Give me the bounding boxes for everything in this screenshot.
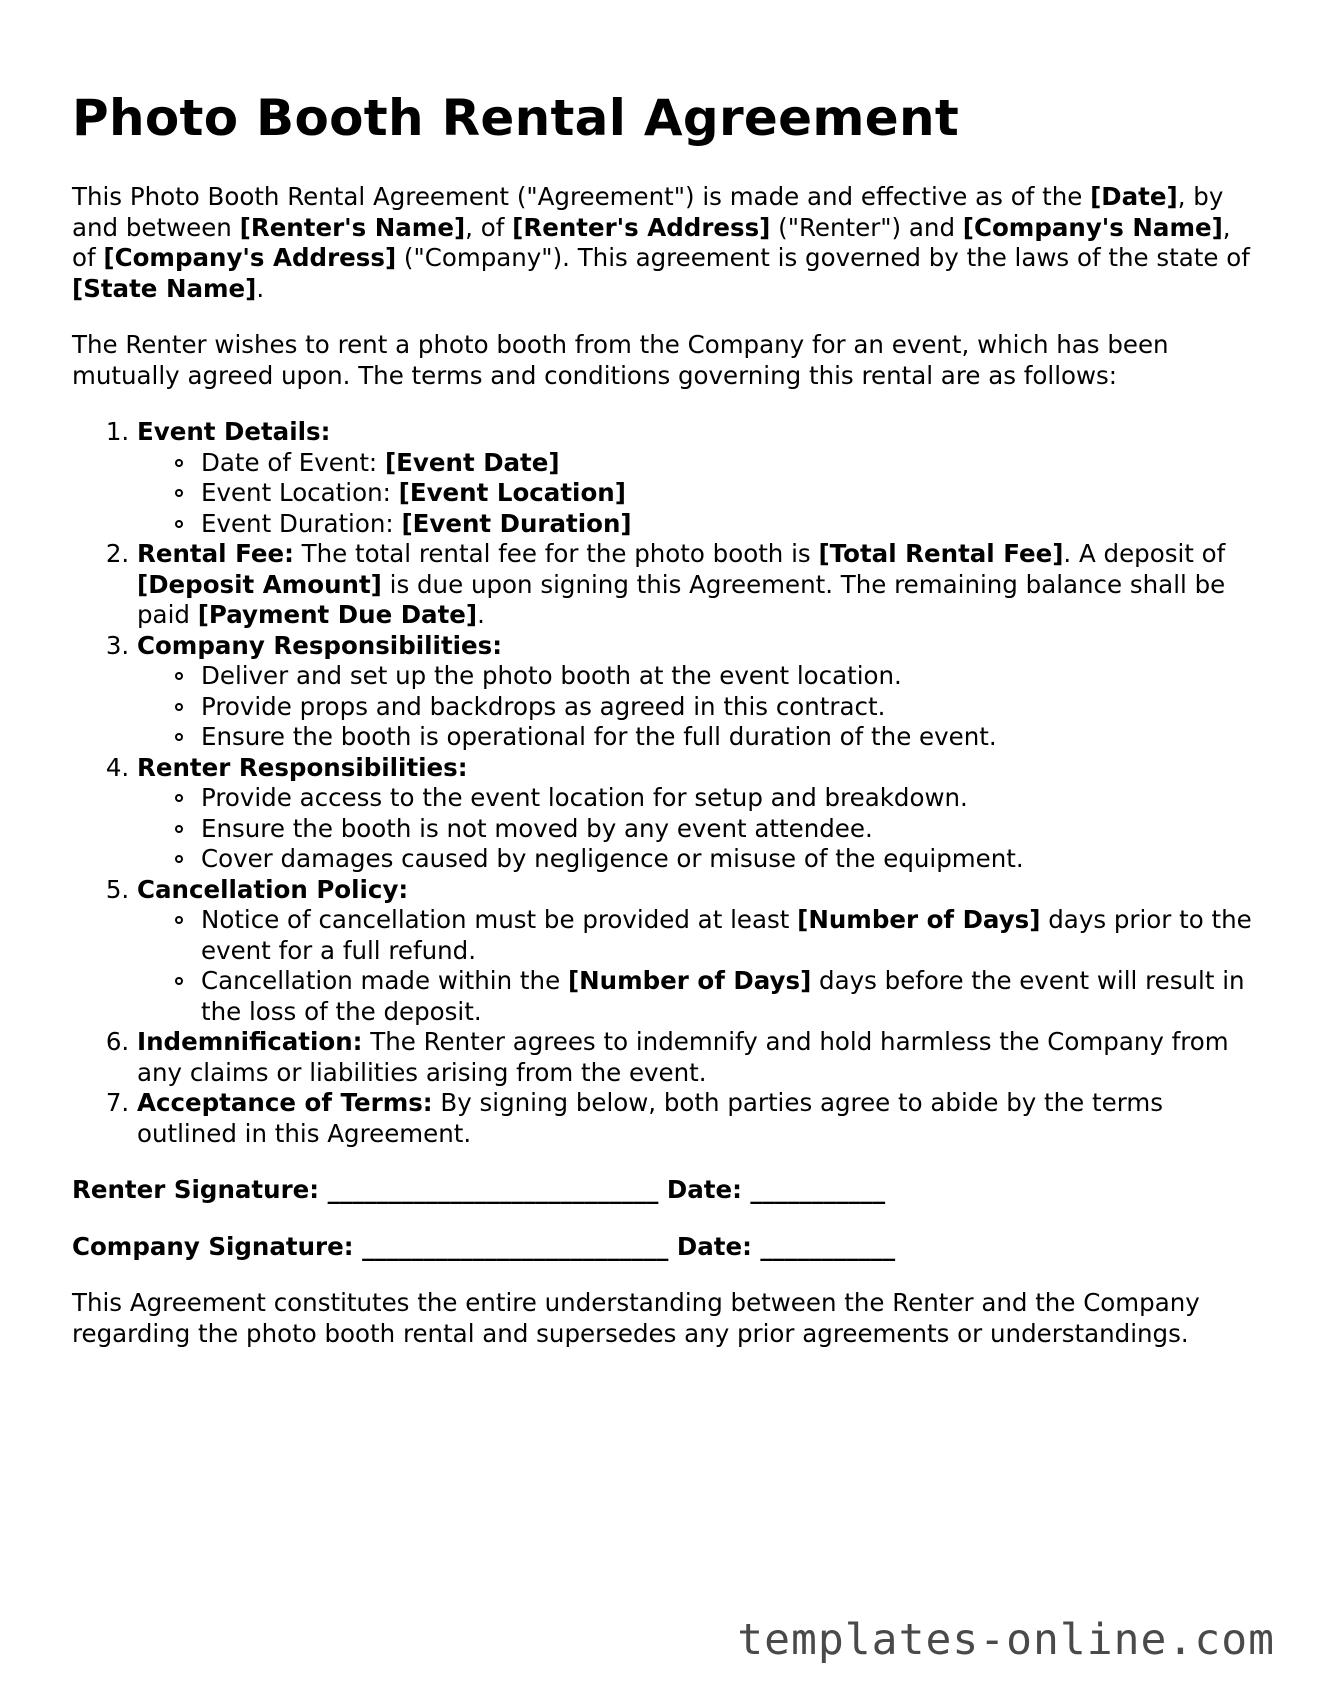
rental-fee-text-3: is due upon signing this Agreement. The remaining balance shall be paid bbox=[137, 569, 1226, 629]
term-acceptance bbox=[137, 1088, 1252, 1149]
watermark: templates-online.com bbox=[737, 1615, 1275, 1665]
event-duration-placeholder: [Event Duration] bbox=[401, 508, 632, 538]
cancellation-heading: Cancellation Policy: bbox=[137, 874, 409, 904]
event-date-placeholder: [Event Date] bbox=[384, 447, 560, 477]
term-event-details bbox=[137, 417, 1252, 539]
indemnification-text: The Renter agrees to indemnify and hold harmless the Company from any claims or liabilities arising from the event. bbox=[137, 1027, 1229, 1087]
closing-paragraph: This Agreement constitutes the entire understanding between the Renter and the Company regarding the photo booth rental and supersedes any prior agreements or understandings. bbox=[72, 1288, 1200, 1348]
renter-name-placeholder: [Renter's Name] bbox=[239, 212, 466, 242]
company-name-placeholder: [Company's Name] bbox=[962, 212, 1223, 242]
cancellation-text-4: days before the event will result in the loss of the deposit. bbox=[201, 966, 1245, 1026]
date-placeholder: [Date] bbox=[1090, 182, 1178, 211]
list-item bbox=[201, 448, 1252, 479]
event-location-placeholder: [Event Location] bbox=[398, 478, 626, 507]
cancellation-text-2: days prior to the event for a full refund. bbox=[201, 905, 1252, 965]
intro-text-1: This Photo Booth Rental Agreement ("Agreement") is made and effective as of the bbox=[72, 182, 1091, 211]
number-of-days-placeholder: [Number of Days] bbox=[567, 966, 812, 995]
list-item: Ensure the booth is operational for the full duration of the event. bbox=[201, 722, 1252, 753]
intro-text-2: , by and between bbox=[72, 182, 1224, 242]
cancellation-text-1: Notice of cancellation must be provided at least bbox=[201, 905, 798, 934]
intro-text-7: . bbox=[256, 273, 265, 303]
company-signature-line: Company Signature: _________________________ Date: ___________ bbox=[72, 1231, 896, 1261]
company-address-placeholder: [Company's Address] bbox=[103, 243, 397, 272]
rental-fee-heading: Rental Fee: bbox=[137, 539, 294, 568]
cancellation-text-3: Cancellation made within the bbox=[201, 966, 568, 995]
event-location-label: Event Location: bbox=[201, 478, 399, 507]
term-indemnification bbox=[137, 1027, 1252, 1088]
list-item bbox=[201, 966, 1252, 1027]
term-company-responsibilities bbox=[137, 631, 1252, 753]
indemnification-heading: Indemnification: bbox=[137, 1027, 363, 1056]
cancellation-list bbox=[137, 905, 1252, 1027]
renter-resp-heading: Renter Responsibilities: bbox=[137, 752, 468, 782]
list-item bbox=[201, 905, 1252, 966]
list-item bbox=[201, 509, 1252, 540]
event-details-heading: Event Details: bbox=[137, 417, 331, 446]
event-details-list bbox=[137, 448, 1252, 540]
rental-fee-text-1: The total rental fee for the photo booth is bbox=[293, 539, 819, 568]
event-date-label: Date of Event: bbox=[201, 447, 385, 477]
purpose-paragraph: The Renter wishes to rent a photo booth from the Company for an event, which has been mutually agreed upon. The terms and conditions governing this rental are as follows: bbox=[72, 330, 1169, 390]
company-resp-list bbox=[137, 661, 1252, 753]
company-resp-heading: Company Responsibilities: bbox=[137, 630, 503, 660]
term-cancellation-policy bbox=[137, 875, 1252, 1028]
list-item: Provide props and backdrops as agreed in this contract. bbox=[201, 692, 1252, 723]
list-item: Deliver and set up the photo booth at the event location. bbox=[201, 661, 1252, 692]
intro-text-3: , of bbox=[465, 212, 513, 242]
acceptance-heading: Acceptance of Terms: bbox=[137, 1088, 433, 1117]
renter-signature-line: Renter Signature: ___________________________ Date: ___________ bbox=[72, 1175, 886, 1204]
acceptance-text: By signing below, both parties agree to abide by the terms outlined in this Agreement. bbox=[137, 1088, 1163, 1148]
event-duration-label: Event Duration: bbox=[201, 508, 402, 538]
terms-list bbox=[72, 417, 1252, 1149]
rental-fee-text-2: . A deposit of bbox=[1063, 539, 1226, 568]
list-item: Provide access to the event location for setup and breakdown. bbox=[201, 783, 1252, 814]
renter-resp-list bbox=[137, 783, 1252, 875]
rental-fee-text-4: . bbox=[477, 600, 485, 629]
total-fee-placeholder: [Total Rental Fee] bbox=[818, 539, 1064, 568]
intro-paragraph bbox=[72, 182, 1252, 304]
list-item: Ensure the booth is not moved by any event attendee. bbox=[201, 814, 1252, 845]
payment-due-placeholder: [Payment Due Date] bbox=[197, 600, 478, 629]
term-rental-fee bbox=[137, 539, 1252, 631]
document-title: Photo Booth Rental Agreement bbox=[72, 89, 960, 147]
number-of-days-placeholder: [Number of Days] bbox=[797, 905, 1041, 934]
intro-text-4: ("Renter") and bbox=[770, 212, 963, 242]
intro-text-6: ("Company"). This agreement is governed by the laws of the state of bbox=[396, 243, 1250, 272]
state-name-placeholder: [State Name] bbox=[72, 273, 257, 303]
intro-text-5: , of bbox=[72, 212, 1231, 272]
list-item bbox=[201, 478, 1252, 509]
renter-address-placeholder: [Renter's Address] bbox=[512, 212, 771, 242]
term-renter-responsibilities bbox=[137, 753, 1252, 875]
document-page bbox=[72, 88, 1252, 1375]
list-item: Cover damages caused by negligence or misuse of the equipment. bbox=[201, 844, 1252, 875]
deposit-placeholder: [Deposit Amount] bbox=[137, 569, 382, 599]
